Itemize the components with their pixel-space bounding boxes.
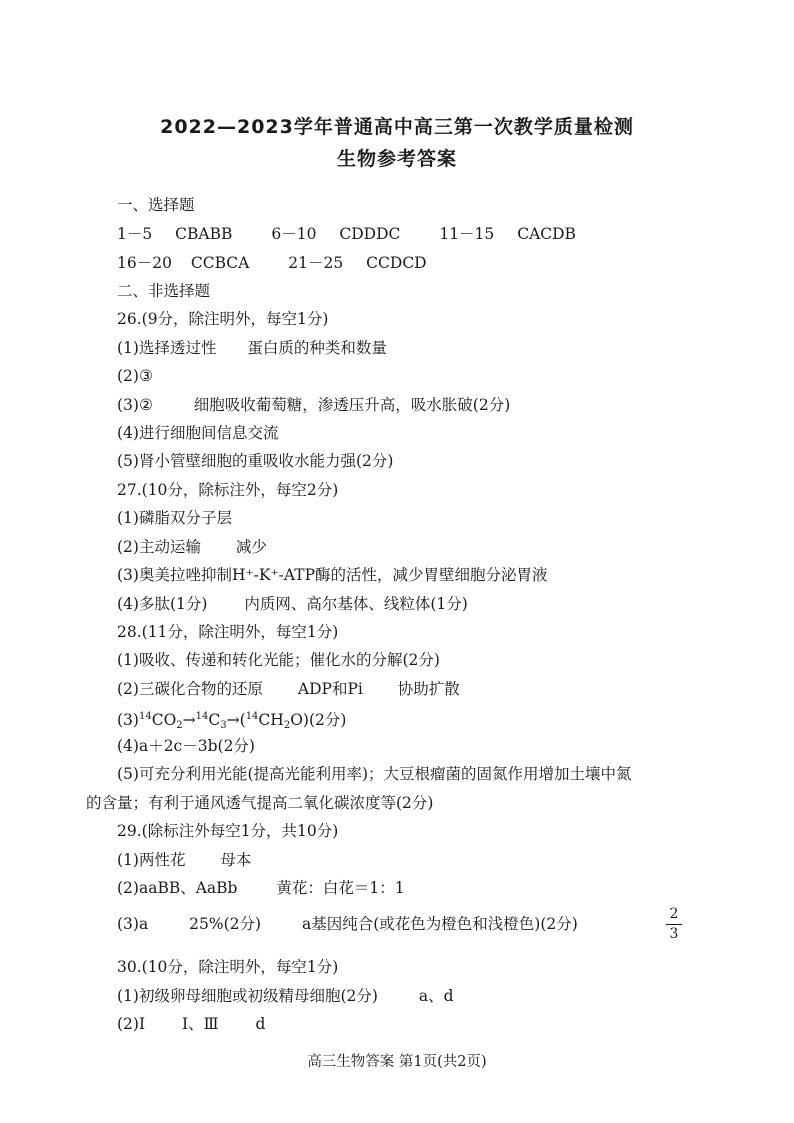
fraction-bar — [666, 924, 682, 925]
q30-answer-2 — [117, 1014, 265, 1034]
formula-part: CH — [258, 711, 284, 729]
arrow: →( — [226, 711, 246, 729]
q28-answer-5-line-2: 的含量；有利于通风透气提高二氧化碳浓度等(2分) — [86, 794, 434, 812]
choice-answers-row-2 — [117, 253, 427, 273]
q26-answer-4: (4)进行细胞间信息交流 — [117, 424, 279, 442]
q29-fraction — [666, 906, 682, 943]
subscript: 3 — [220, 720, 227, 731]
section-heading-nonchoice: 二、非选择题 — [117, 282, 211, 300]
q30-heading: 30.(10分，除注明外，每空1分) — [117, 958, 339, 976]
isotope-mass: 14 — [195, 711, 209, 722]
q27-heading: 27.(10分，除标注外，每空2分) — [117, 481, 339, 499]
answer-part: (2)三碳化合物的还原 — [117, 680, 263, 698]
answer-range: 21－25 — [288, 254, 344, 272]
q28-heading: 28.(11分，除注明外，每空1分) — [117, 623, 339, 641]
q29-answer-1 — [117, 850, 251, 870]
document-subtitle: 生物参考答案 — [336, 148, 457, 170]
q27-answer-4 — [117, 594, 468, 614]
arrow: → — [182, 711, 196, 729]
q28-answer-3-formula — [117, 707, 346, 736]
fraction-numerator: 2 — [669, 906, 679, 922]
q29-answer-2 — [117, 878, 405, 898]
section-heading-choice: 一、选择题 — [117, 196, 195, 214]
subscript: 2 — [283, 720, 291, 731]
answer-part: ADP和Pi — [297, 680, 363, 698]
answer-letters: CDDDC — [339, 225, 401, 243]
q30-answer-1 — [117, 986, 454, 1006]
answer-part: (2)Ⅰ — [117, 1015, 146, 1033]
q29-answer-3 — [117, 914, 578, 934]
answer-range: 16－20 — [117, 254, 172, 272]
page-footer: 高三生物答案 第1页(共2页) — [307, 1054, 487, 1070]
formula-prefix: (3) — [117, 711, 139, 729]
formula-part: C — [208, 711, 221, 729]
answer-range: 1－5 — [117, 225, 153, 243]
q28-answer-1: (1)吸收、传递和转化光能；催化水的分解(2分) — [117, 651, 440, 669]
exam-title: 2022—2023学年普通高中高三第一次教学质量检测 — [160, 116, 634, 138]
answer-part: 黄花：白花＝1：1 — [276, 879, 405, 897]
formula-part: CO — [151, 711, 177, 729]
answer-range: 6－10 — [271, 225, 317, 243]
answer-part: (2)主动运输 — [117, 538, 201, 556]
q26-heading: 26.(9分，除注明外，每空1分) — [117, 310, 329, 328]
answer-range: 11－15 — [439, 225, 495, 243]
answer-part: d — [255, 1015, 266, 1033]
q26-answer-3 — [117, 395, 510, 415]
q26-answer-2: (2)③ — [117, 367, 153, 385]
answer-letters: CACDB — [517, 225, 576, 243]
answer-part: 蛋白质的种类和数量 — [247, 339, 387, 357]
answer-part: (1)初级卵母细胞或初级精母细胞(2分) — [117, 987, 378, 1005]
q28-answer-4: (4)a＋2c－3b(2分) — [117, 737, 255, 755]
q27-answer-3: (3)奥美拉唑抑制H⁺-K⁺-ATP酶的活性，减少胃壁细胞分泌胃液 — [117, 566, 548, 584]
answer-part: (3)a — [117, 915, 149, 933]
isotope-mass: 14 — [245, 711, 259, 722]
q26-answer-5: (5)肾小管壁细胞的重吸收水能力强(2分) — [117, 452, 394, 470]
answer-part: a基因纯合(或花色为橙色和浅橙色)(2分) — [302, 915, 578, 933]
fraction-denominator: 3 — [669, 926, 679, 942]
answer-part: 协助扩散 — [397, 680, 460, 698]
q26-answer-1 — [117, 338, 387, 358]
q27-answer-1: (1)磷脂双分子层 — [117, 509, 232, 527]
answer-part: 减少 — [235, 538, 267, 556]
choice-answers-row-1 — [117, 224, 576, 244]
answer-part: 母本 — [220, 851, 252, 869]
answer-part: 25%(2分) — [189, 915, 262, 933]
answer-part: (4)多肽(1分) — [117, 595, 208, 613]
answer-part: a、d — [418, 987, 454, 1005]
answer-part: Ⅰ、Ⅲ — [182, 1015, 219, 1033]
formula-part: O)(2分) — [290, 711, 347, 729]
answer-part: (2)aaBB、AaBb — [117, 879, 238, 897]
answer-letters: CCDCD — [366, 254, 427, 272]
answer-part: (1)选择透过性 — [117, 339, 217, 357]
q28-answer-2 — [117, 679, 460, 699]
answer-letters: CBABB — [175, 225, 233, 243]
answer-letters: CCBCA — [190, 254, 250, 272]
answer-part: 细胞吸收葡萄糖，渗透压升高，吸水胀破(2分) — [193, 396, 511, 414]
q27-answer-2 — [117, 537, 267, 557]
answer-part: (3)② — [117, 396, 153, 414]
q28-answer-5-line-1: (5)可充分利用光能(提高光能利用率)；大豆根瘤菌的固氮作用增加土壤中氮 — [117, 765, 632, 783]
answer-part: 内质网、高尔基体、线粒体(1分) — [244, 595, 468, 613]
isotope-mass: 14 — [138, 711, 152, 722]
q29-heading: 29.(除标注外每空1分，共10分) — [117, 822, 339, 840]
answer-part: (1)两性花 — [117, 851, 186, 869]
subscript: 2 — [176, 720, 183, 731]
